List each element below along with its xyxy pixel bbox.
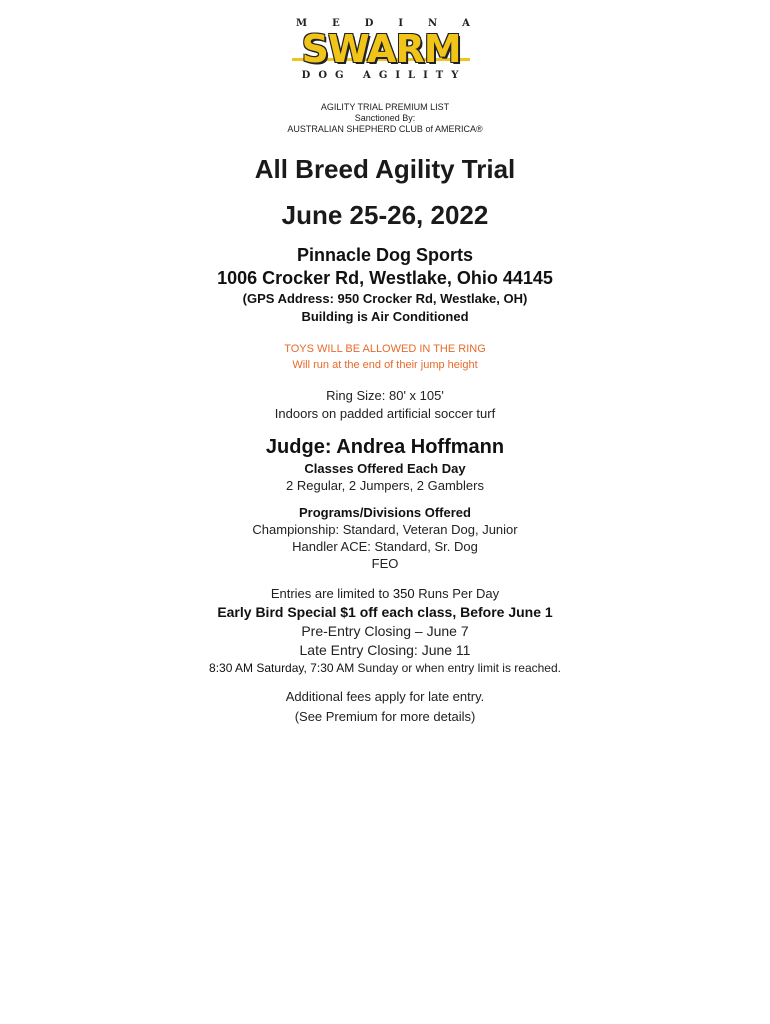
toys-jump-height-notice: Will run at the end of their jump height — [292, 359, 478, 371]
programs-championship: Championship: Standard, Veteran Dog, Junior — [252, 522, 518, 537]
early-bird-special: Early Bird Special $1 off each class, Before June 1 — [217, 604, 553, 620]
late-entry-closing: Late Entry Closing: June 11 — [299, 642, 471, 658]
programs-heading: Programs/Divisions Offered — [299, 505, 471, 520]
header-sanctioning-body: AUSTRALIAN SHEPHERD CLUB of AMERICA® — [287, 124, 483, 134]
header-sanctioned-by: Sanctioned By: — [354, 113, 416, 123]
entry-limit — [0, 586, 770, 601]
classes-heading: Classes Offered Each Day — [304, 461, 466, 476]
late-fees-notice: Additional fees apply for late entry. — [285, 689, 485, 704]
header-premium-list: AGILITY TRIAL PREMIUM LIST — [320, 102, 450, 112]
logo-bottom-text: DOG AGILITY — [301, 70, 467, 81]
programs-handler-ace: Handler ACE: Standard, Sr. Dog — [292, 539, 478, 554]
ring-size: Ring Size: 80' x 105' — [326, 388, 444, 403]
logo-top-text: MEDINA — [296, 18, 495, 29]
pre-entry-closing: Pre-Entry Closing – June 7 — [301, 623, 469, 639]
ring-surface: Indoors on padded artificial soccer turf — [274, 406, 496, 421]
judge-name: Judge: Andrea Hoffmann — [265, 436, 505, 458]
programs-feo: FEO — [371, 556, 399, 571]
entry-limit-prefix: Entries are limited to — [270, 586, 393, 601]
page-title: All Breed Agility Trial — [254, 154, 516, 184]
entry-opening-times — [0, 661, 770, 675]
entry-limit-number: 350 — [392, 586, 415, 601]
entry-opening-rest: Sunday or when entry limit is reached. — [354, 661, 561, 675]
logo-main-text: SWARM — [301, 27, 461, 71]
venue-address: 1006 Crocker Rd, Westlake, Ohio 44145 — [217, 268, 553, 288]
venue-air-conditioned: Building is Air Conditioned — [301, 309, 469, 324]
classes-list: 2 Regular, 2 Jumpers, 2 Gamblers — [286, 478, 484, 493]
toys-allowed-notice: TOYS WILL BE ALLOWED IN THE RING — [284, 343, 486, 355]
see-premium-note: (See Premium for more details) — [294, 709, 476, 724]
trial-dates: June 25-26, 2022 — [281, 200, 489, 230]
medina-swarm-logo — [284, 18, 495, 81]
venue-name: Pinnacle Dog Sports — [296, 245, 474, 265]
entry-limit-suffix: Runs Per Day — [414, 586, 500, 601]
entry-opening-saturday: 8:30 AM Saturday, 7:30 AM — [209, 661, 355, 675]
venue-gps: (GPS Address: 950 Crocker Rd, Westlake, OH) — [242, 291, 528, 306]
